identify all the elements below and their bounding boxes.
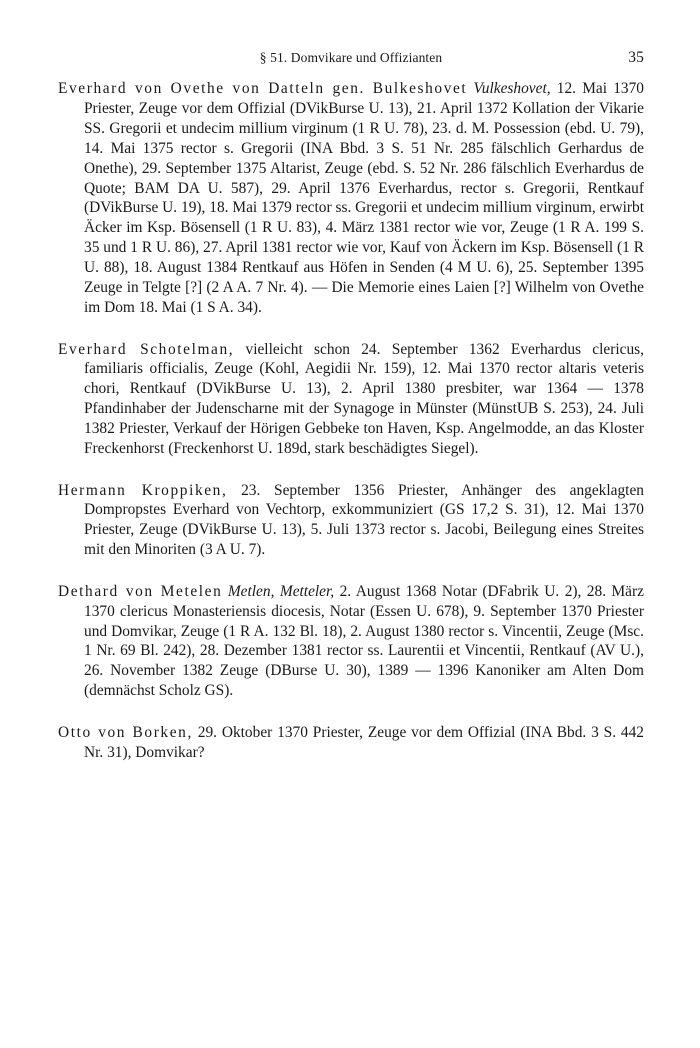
running-head — [58, 0, 644, 66]
entry-text: 23. September 1356 Priester, Anhänger des angeklagten Dompropstes Everhard von Vechtorp, exkommuniziert (GS 17,2 S. 31), 12. Mai 1370 Priester, Zeuge (DVikBurse U. 13), 5. Juli 1373 rector s. Jacobi, Beilegung eines Streites mit den Minoriten (3 A U. 7). — [84, 481, 644, 559]
entry-name: Everhard Schotelman, — [58, 340, 235, 358]
running-title: § 51. Domvikare und Offizianten — [259, 50, 443, 65]
entry-everhard-schotelman — [58, 340, 644, 459]
entry-everhard-von-ovethe — [58, 79, 644, 317]
page-number: 35 — [628, 49, 644, 66]
entry-hermann-kroppiken — [58, 481, 644, 560]
entry-name: Otto von Borken, — [58, 724, 193, 742]
entry-text: 2. August 1368 Notar (DFabrik U. 2), 28. März 1370 clericus Monasteriensis diocesis, Notar (Essen U. 678), 9. September 1370 Priester und Domvikar, Zeuge (1 R A. 132 Bl. 18), 2. August 1380 rector s. Vincentii, Zeuge (Msc. 1 Nr. 69 Bl. 242), 28. Dezember 1381 rector ss. Laurentii et Vincentii, Rentkauf (AV U.), 26. November 1382 Zeuge (DBurse U. 30), 1389 — 1396 Kanoniker am Alten Dom (demnächst Scholz GS). — [84, 582, 644, 700]
entry-text: 29. Oktober 1370 Priester, Zeuge vor dem Offizial (INA Bbd. 3 S. 442 Nr. 31), Domvikar? — [84, 724, 644, 761]
entry-text: 12. Mai 1370 Priester, Zeuge vor dem Offizial (DVikBurse U. 13), 21. April 1372 Kollation der Vikarie SS. Gregorii et undecim millium virginum (1 R U. 78), 23. d. M. Possession (ebd. U. 79), 14. Mai 1375 rector s. Gregorii (INA Bbd. 3 S. 51 Nr. 285 fälschlich Gerhardus de Onethe), 29. September 1375 Altarist, Zeuge (ebd. S. 52 Nr. 286 fälschlich Everhardus de Quote; BAM DA U. 587), 29. April 1376 Everhardus, rector s. Gregorii, Rentkauf (DVikBurse U. 19), 18. Mai 1379 rector ss. Gregorii et undecim millium virginum, erwirbt Äcker im Ksp. Bösensell (1 R U. 83), 4. März 1381 rector wie vor, Zeuge (1 R A. 199 S. 35 und 1 R U. 86), 27. April 1381 rector wie vor, Kauf von Äckern im Ksp. Bösensell (1 R U. 88), 18. August 1384 Rentkauf aus Höfen in Senden (4 M U. 6), 25. September 1395 Zeuge in Telgte [?] (2 A A. 7 Nr. 4). — Die Memorie eines Laien [?] Wilhelm von Ovethe im Dom 18. Mai (1 S A. 34). — [84, 80, 644, 316]
entry-list — [58, 60, 644, 763]
entry-dethard-von-metelen — [58, 582, 644, 701]
entry-alias: Metlen, Metteler, — [227, 582, 335, 600]
entry-name: Dethard von Metelen — [58, 582, 223, 600]
entry-alias: Vulkeshovet, — [473, 80, 551, 98]
entry-otto-von-borken — [58, 723, 644, 763]
entry-name: Hermann Kroppiken, — [58, 481, 228, 499]
entry-name: Everhard von Ovethe von Datteln gen. Bulkeshovet — [58, 80, 468, 98]
entry-text: vielleicht schon 24. September 1362 Everhardus clericus, familiaris officialis, Zeuge (Kohl, Aegidii Nr. 159), 12. Mai 1370 rector altaris veteris chori, Rentkauf (DVikBurse U. 13), 2. April 1380 presbiter, war 1364 — 1378 Pfandinhaber der Judenscharne mit der Synagoge in Münster (MünstUB S. 253), 24. Juli 1382 Priester, Verkauf der Hörigen Gebbeke ton Haven, Ksp. Angelmodde, an das Kloster Freckenhorst (Freckenhorst U. 189d, stark beschädigtes Siegel). — [84, 340, 644, 457]
